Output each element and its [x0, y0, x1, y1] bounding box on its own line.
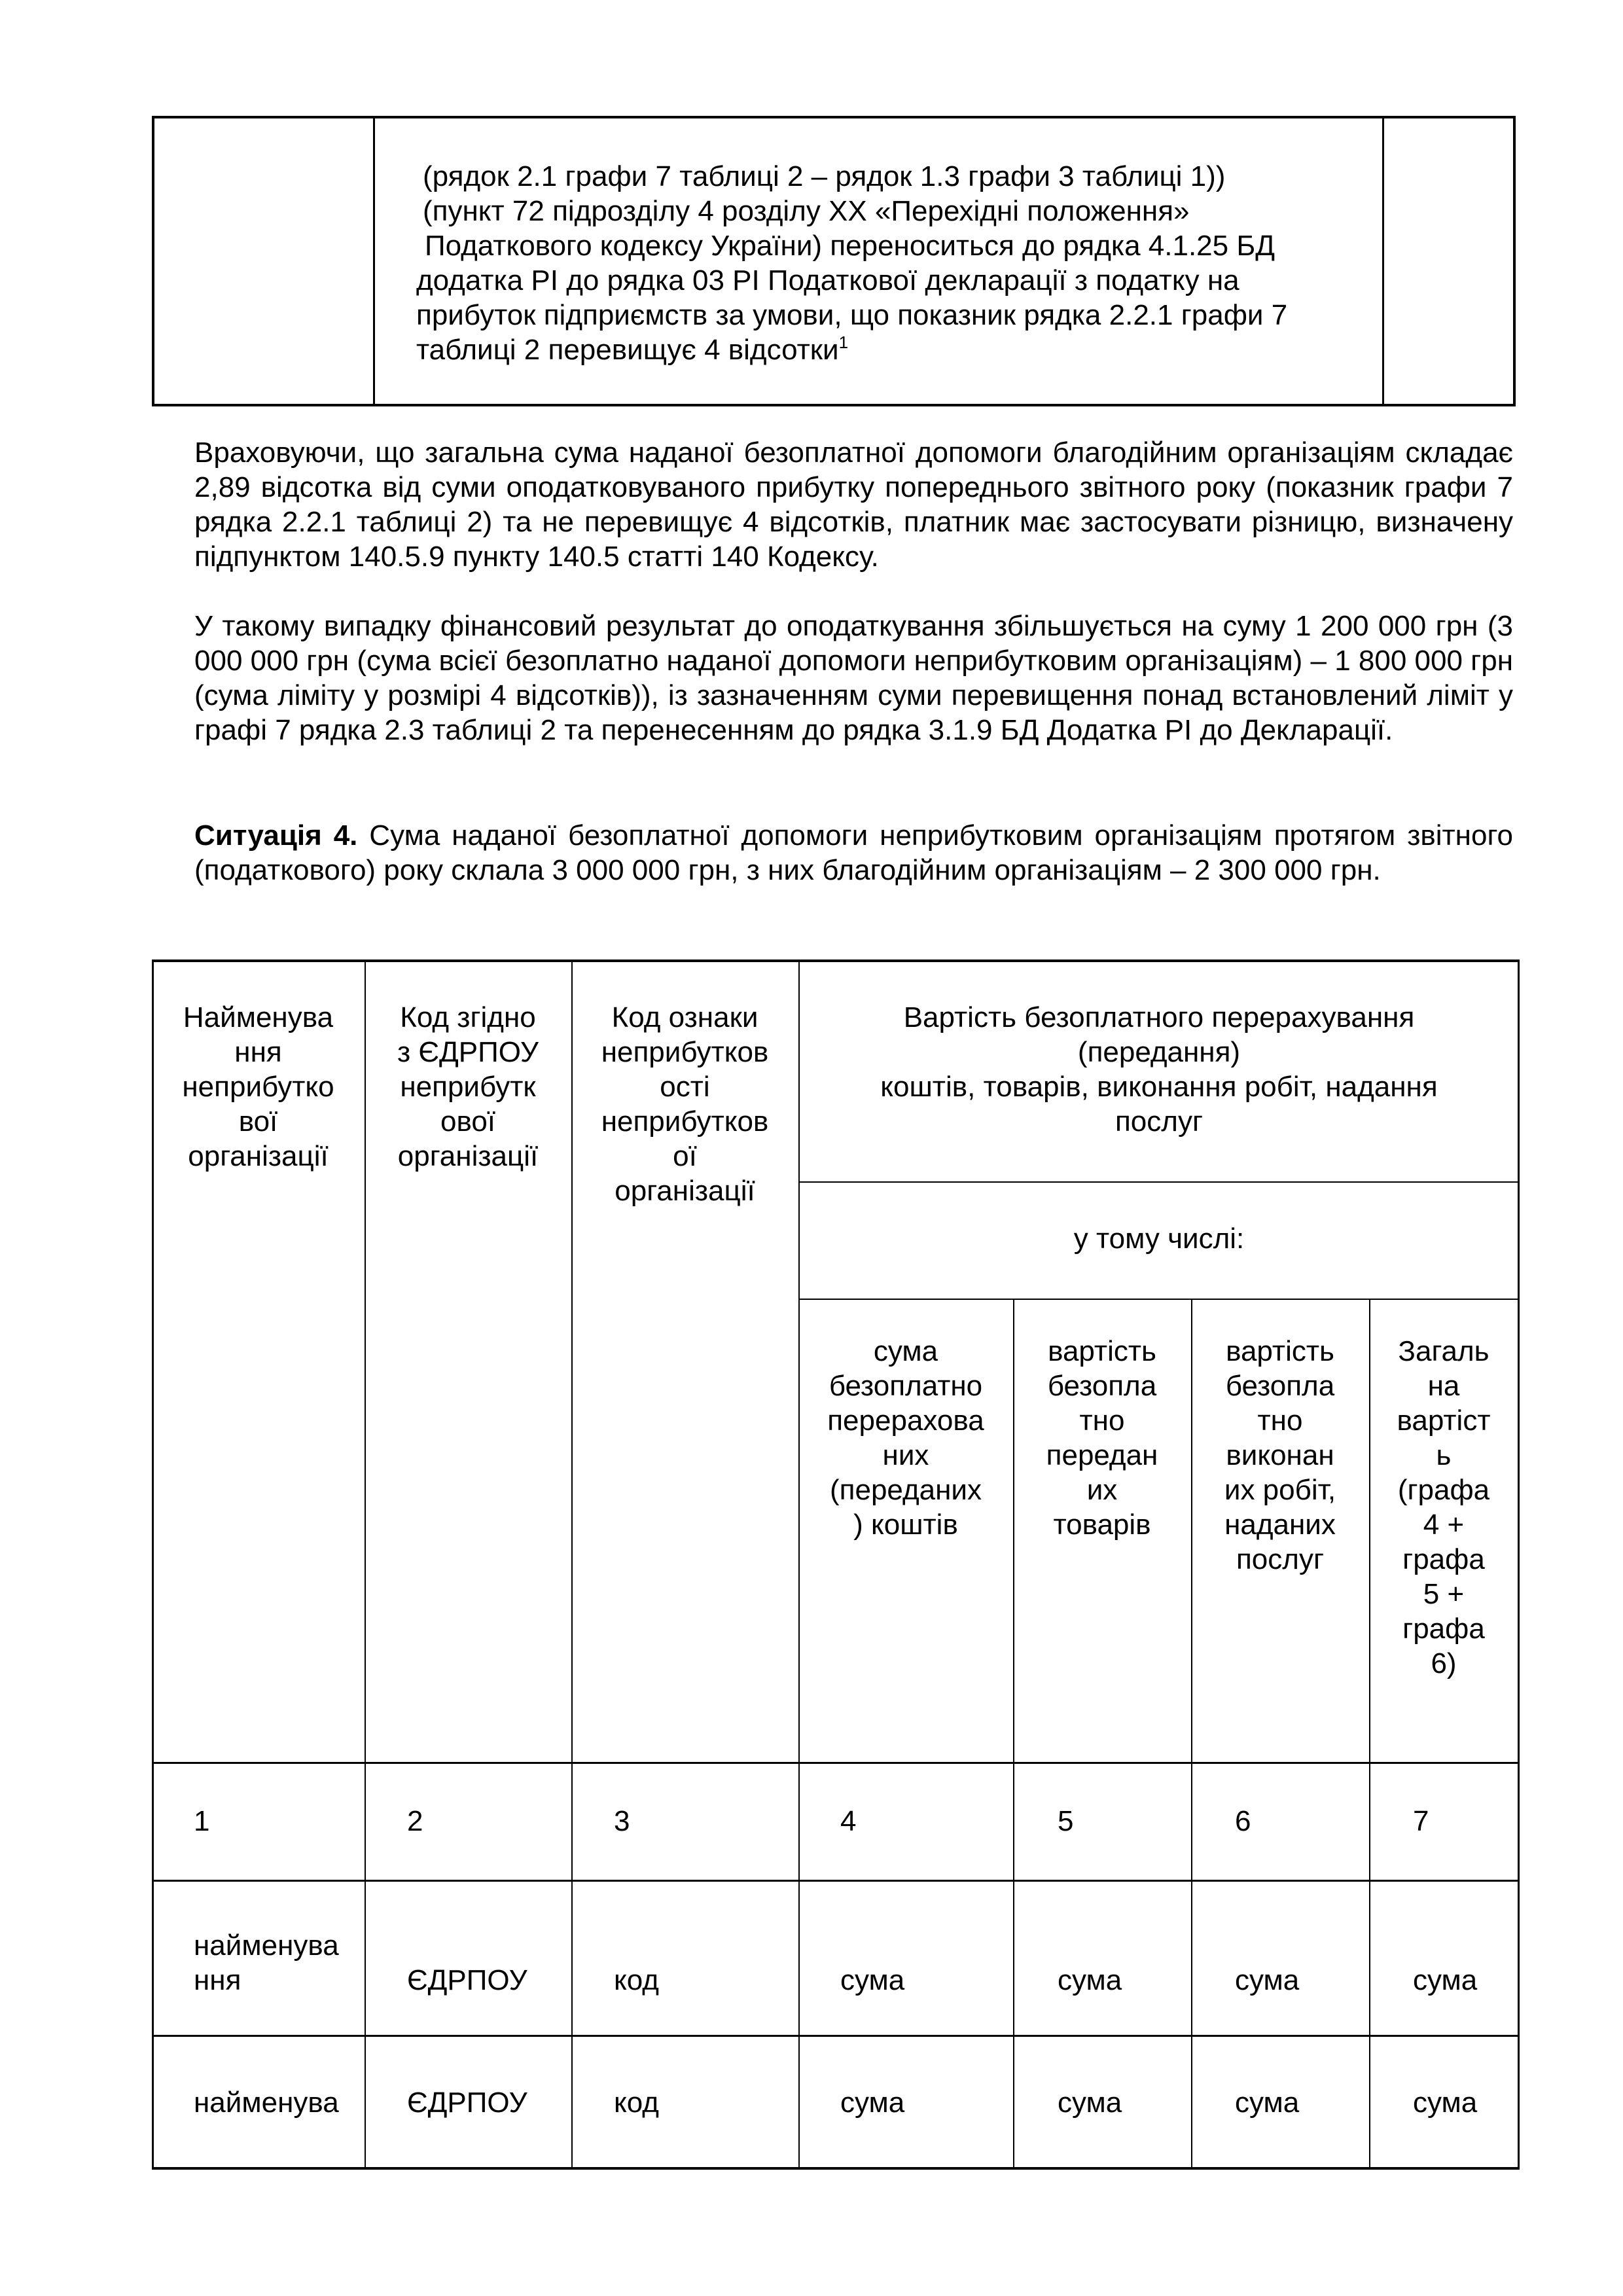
table-row-2-c7: сума — [1413, 2087, 1478, 2119]
header-line: наданих — [1224, 1509, 1336, 1541]
table-row-2-edrpou: ЄДРПОУ — [407, 2087, 527, 2119]
header-funds-sum — [798, 1334, 1013, 1542]
table-row-1-c4: сума — [840, 1964, 905, 1996]
table-cell-description — [416, 159, 1359, 367]
table-row-divider — [152, 1762, 1520, 1764]
header-line: (переданих — [830, 1474, 982, 1506]
continuation-table — [152, 116, 1516, 406]
header-line: графа — [1402, 1613, 1485, 1645]
column-number: 6 — [1235, 1805, 1251, 1837]
header-line: організації — [397, 1140, 539, 1172]
header-line: вої — [238, 1105, 278, 1138]
header-line: ) коштів — [853, 1509, 958, 1541]
header-services-value — [1191, 1334, 1369, 1577]
table-border — [152, 2167, 1520, 2170]
header-line: Код ознаки — [611, 1001, 758, 1033]
header-line: організації — [188, 1140, 329, 1172]
header-line: их — [1086, 1474, 1118, 1506]
header-free-transfer-value — [798, 1000, 1520, 1139]
header-line: послуг — [1115, 1105, 1204, 1138]
table-row-1-c5: сума — [1058, 1964, 1122, 1996]
column-number: 4 — [840, 1805, 857, 1837]
header-total-value — [1369, 1334, 1518, 1681]
header-line: передан — [1046, 1439, 1158, 1471]
header-line: на — [1427, 1370, 1460, 1402]
header-org-name — [152, 1000, 365, 1174]
cell-line: додатка РІ до рядка 03 РІ Податкової декларації з податку на — [416, 264, 1240, 296]
table-border — [152, 960, 1520, 962]
header-line: безопла — [1047, 1370, 1157, 1402]
header-line: з ЄДРПОУ — [397, 1036, 539, 1068]
paragraph-charity-percentage: Враховуючи, що загальна сума наданої безоплатної допомоги благодійним організаціям складає 2,89 відсотка від суми оподатковуваного прибутку попереднього звітного року (показник графи 7 рядка 2.2.1 таблиці 2) та не перевищує 4 відсотків, платник має застосувати різницю, визначену підпунктом 140.5.9 пункту 140.5 статті 140 Кодексу. — [194, 437, 1513, 573]
footnote-marker[interactable]: 1 — [838, 332, 849, 352]
table-row-2-c5: сума — [1058, 2087, 1122, 2119]
header-line: ової — [440, 1105, 496, 1138]
header-line: неприбутк — [400, 1071, 536, 1103]
situation-text: Сума наданої безоплатної допомоги неприбутковим організаціям протягом звітного (податкового) року склала 3 000 000 грн, з них благодійним організаціям – 2 300 000 грн. — [194, 819, 1513, 886]
cell-line: ння — [194, 1964, 241, 1996]
header-line: сума — [873, 1335, 938, 1367]
header-line: виконан — [1226, 1439, 1334, 1471]
column-number: 7 — [1413, 1805, 1429, 1837]
paragraph-situation-4 — [194, 818, 1513, 888]
column-number: 2 — [407, 1805, 423, 1837]
cell-line: таблиці 2 перевищує 4 відсотки — [416, 334, 839, 366]
table-column-divider — [373, 118, 375, 404]
column-number: 1 — [194, 1805, 210, 1837]
table-row-2-c6: сума — [1235, 2087, 1300, 2119]
table-row-2-code: код — [614, 2087, 659, 2119]
header-line: неприбутков — [601, 1105, 769, 1138]
table-column-divider — [1382, 118, 1384, 404]
table-row-1-edrpou: ЄДРПОУ — [407, 1964, 527, 1996]
header-nonprofit-code — [571, 1000, 798, 1208]
header-line: вартість — [1226, 1335, 1334, 1367]
table-row-1-c6: сума — [1235, 1964, 1300, 1996]
table-row-divider — [152, 1880, 1520, 1882]
cell-line: (пункт 72 підрозділу 4 розділу ХХ «Перехідні положення» — [423, 195, 1190, 227]
table-row-divider — [152, 2035, 1520, 2037]
header-line: ь — [1436, 1439, 1452, 1471]
header-line: их робіт, — [1224, 1474, 1336, 1506]
paragraph-financial-result: У такому випадку фінансовий результат до оподаткування збільшується на суму 1 200 000 грн (3 000 000 грн (сума всієї безоплатно наданої допомоги неприбутковим організаціям) – 1 800 000 грн (сума ліміту у розмірі 4 відсотків)), із зазначенням суми перевищення понад встановлений ліміт у графі 7 рядка 2.3 таблиці 2 та перенесенням до рядка 3.1.9 БД Додатка РІ до Декларації. — [194, 610, 1513, 746]
situation-label: Ситуація 4. — [194, 819, 358, 852]
nonprofit-donations-table — [152, 960, 1520, 2170]
header-edrpou-code — [365, 1000, 571, 1174]
header-line: коштів, товарів, виконання робіт, надання — [880, 1071, 1438, 1103]
column-number: 5 — [1058, 1805, 1074, 1837]
cell-line: Податкового кодексу України) переноситься до рядка 4.1.25 БД — [425, 230, 1275, 262]
header-line: 6) — [1431, 1647, 1457, 1679]
header-line: 4 + — [1423, 1509, 1465, 1541]
column-number: 3 — [614, 1805, 630, 1837]
header-line: тно — [1079, 1405, 1125, 1437]
table-row-divider — [798, 1181, 1520, 1183]
cell-line: (рядок 2.1 графи 7 таблиці 2 – рядок 1.3 графи 3 таблиці 1)) — [423, 160, 1226, 192]
header-line: тно — [1257, 1405, 1303, 1437]
table-row-2-c4: сума — [840, 2087, 905, 2119]
table-row-divider — [798, 1299, 1520, 1300]
cell-line: найменува — [194, 1929, 339, 1962]
header-line: неприбутко — [182, 1071, 334, 1103]
table-row-2-name: найменува — [194, 2087, 339, 2119]
header-line: ої — [673, 1140, 697, 1172]
table-row-1-c7: сума — [1413, 1964, 1478, 1996]
header-line: ння — [234, 1036, 282, 1068]
cell-line: прибуток підприємств за умови, що показник рядка 2.2.1 графи 7 — [416, 299, 1288, 331]
header-line: Вартість безоплатного перерахування — [903, 1001, 1415, 1033]
header-line: безопла — [1225, 1370, 1335, 1402]
header-line: (графа — [1397, 1474, 1490, 1506]
table-column-divider — [798, 960, 800, 2170]
header-line: Загаль — [1398, 1335, 1489, 1367]
header-line: Найменува — [183, 1001, 334, 1033]
header-line: вартіст — [1397, 1405, 1491, 1437]
header-line: товарів — [1053, 1509, 1151, 1541]
header-including: у тому числі: — [1073, 1223, 1245, 1255]
header-line: вартість — [1048, 1335, 1156, 1367]
table-row-1-code: код — [614, 1964, 659, 1996]
header-line: Код згідно — [400, 1001, 536, 1033]
header-line: них — [882, 1439, 929, 1471]
header-line: (передання) — [1077, 1036, 1241, 1068]
header-line: безоплатно — [829, 1370, 983, 1402]
header-goods-value — [1013, 1334, 1191, 1542]
header-line: перерахова — [827, 1405, 984, 1437]
header-line: послуг — [1236, 1543, 1325, 1575]
header-line: ості — [660, 1071, 710, 1103]
header-line: організації — [615, 1175, 755, 1207]
header-line: неприбутков — [601, 1036, 769, 1068]
header-line: 5 + — [1423, 1578, 1465, 1610]
header-line: графа — [1402, 1543, 1485, 1575]
table-row-1-name — [194, 1928, 339, 1998]
